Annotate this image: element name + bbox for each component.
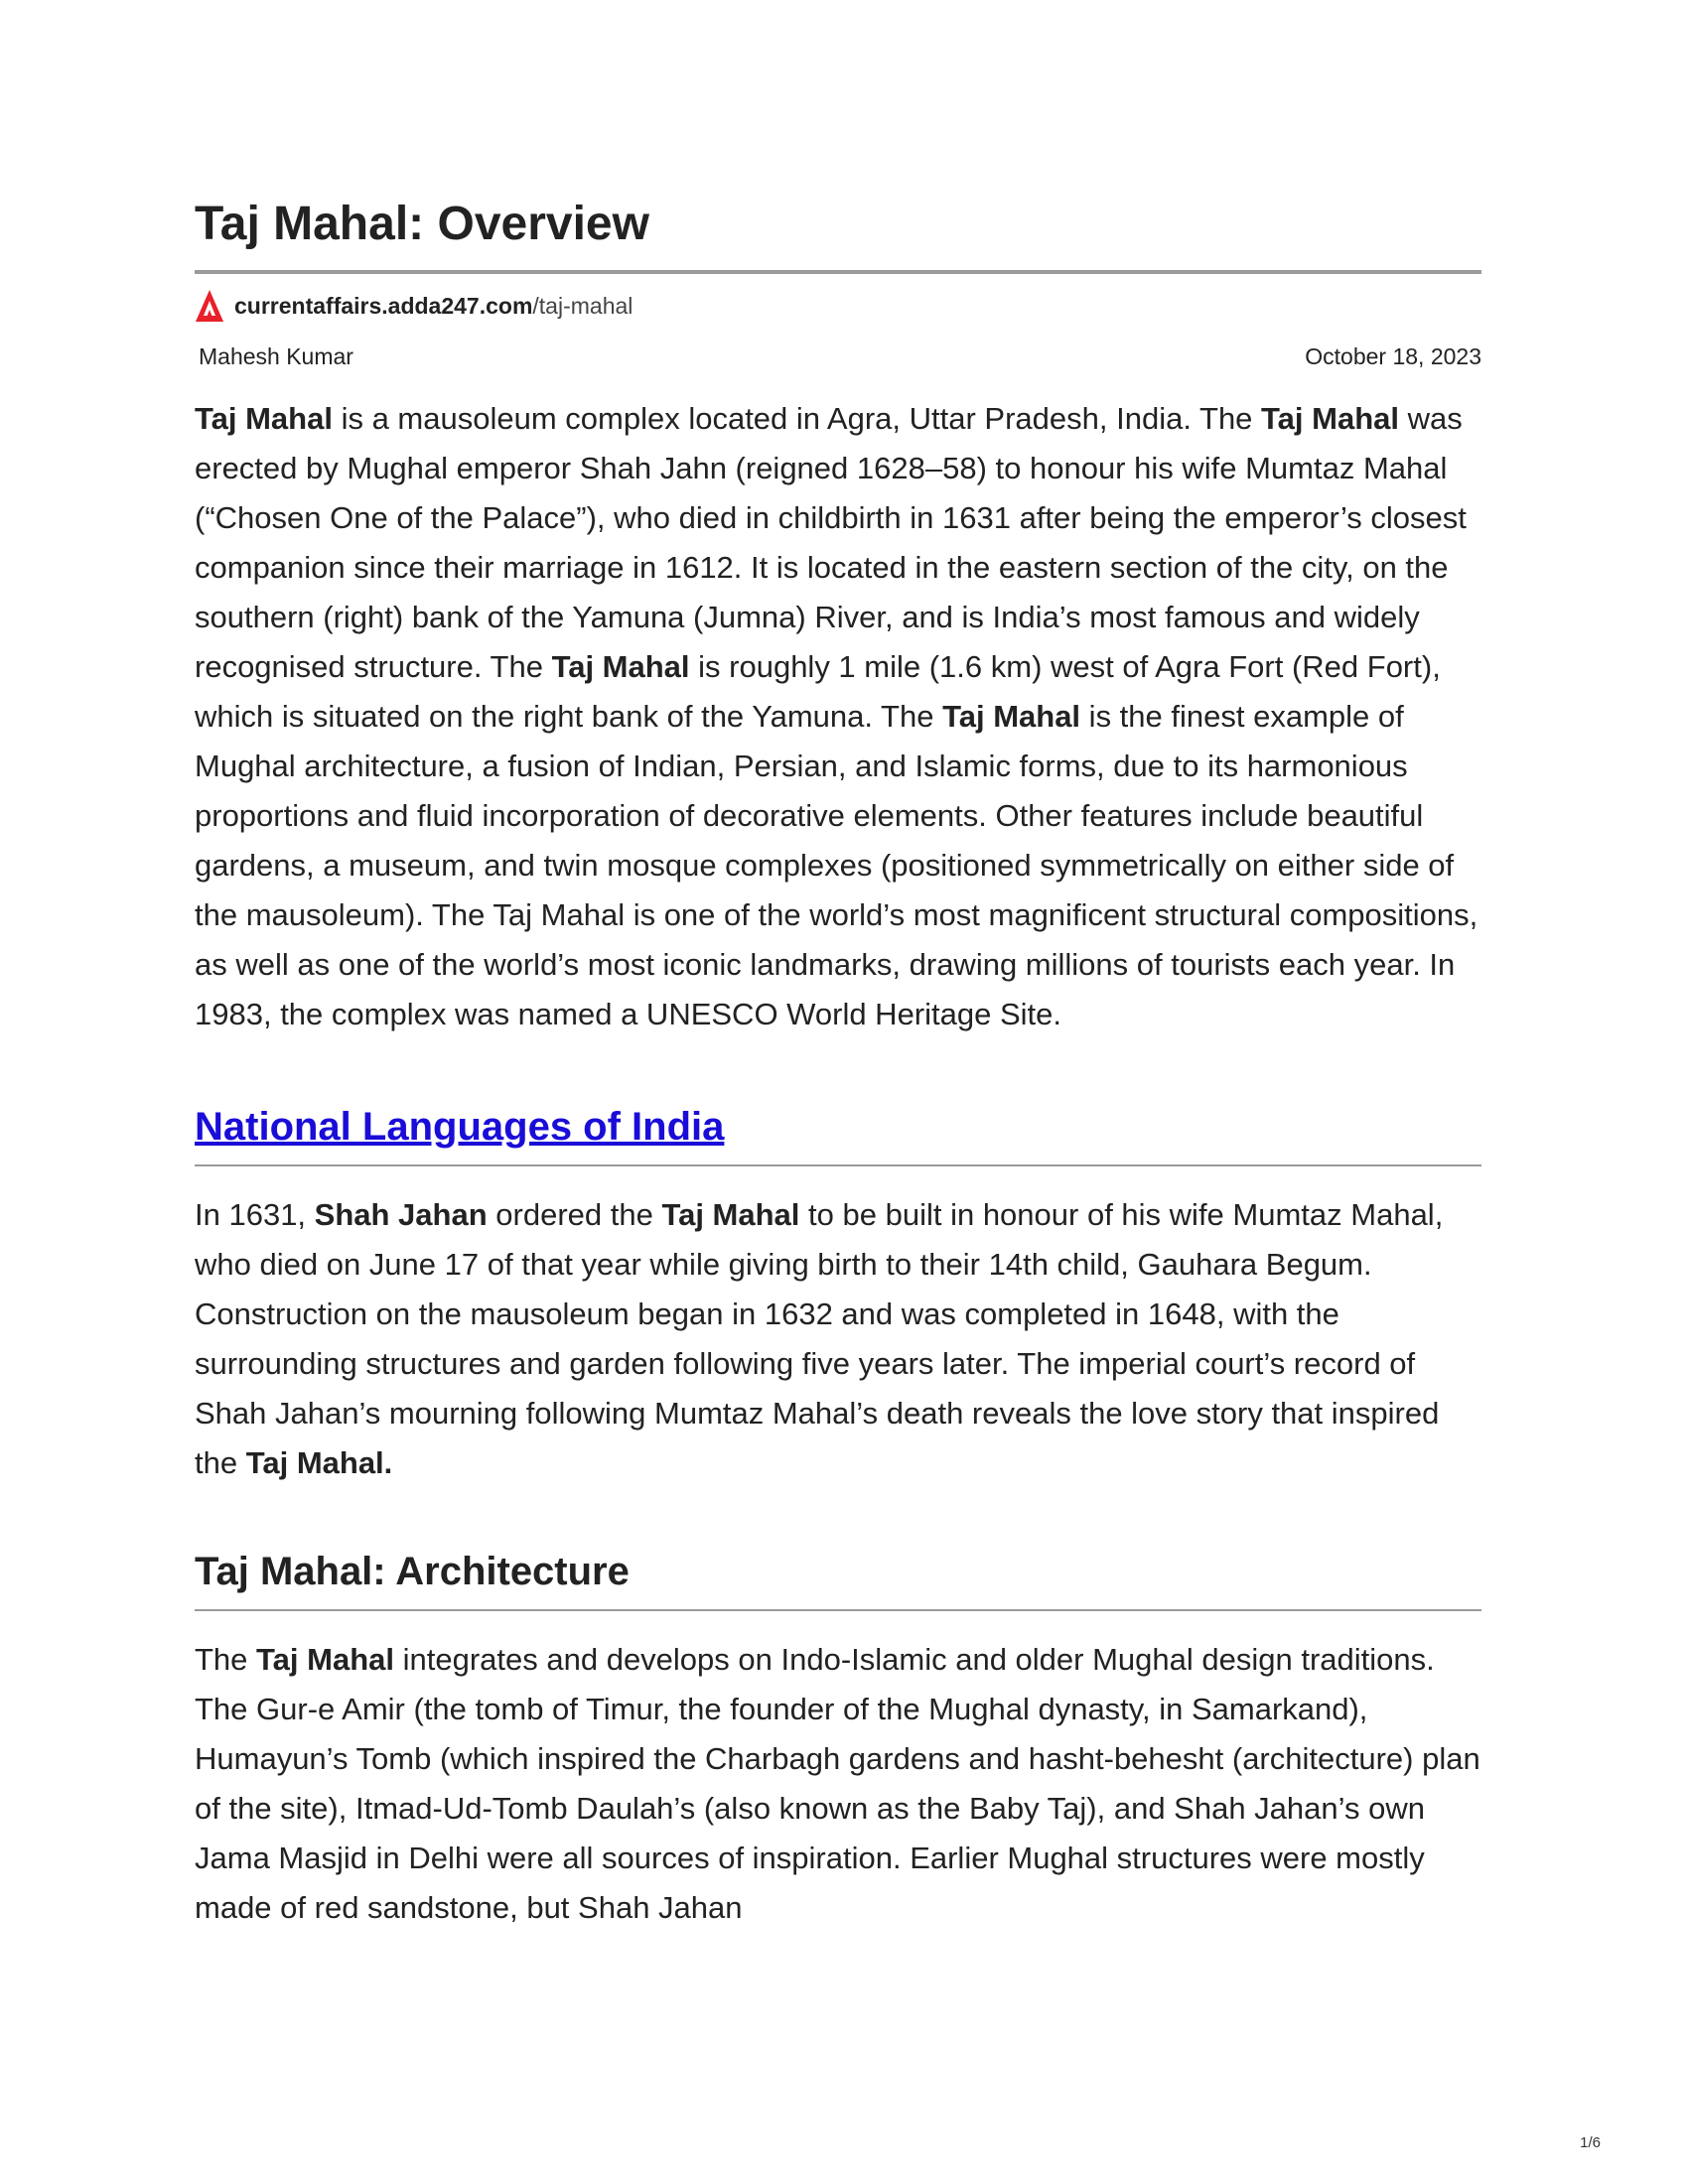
- title-divider: [195, 270, 1481, 274]
- bold-text: Taj Mahal: [195, 401, 333, 436]
- history-paragraph: [195, 1190, 1481, 1488]
- article-meta: [195, 343, 1481, 370]
- body-text: was erected by Mughal emperor Shah Jahn (reigned 1628–58) to honour his wife Mumtaz Mahal (“Chosen One of the Palace”), who died in childbirth in 1631 after being the emperor’s closest companion since their marriage in 1612. It is located in the eastern section of the city, on the southern (right) bank of the Yamuna (Jumna) River, and is India’s most famous and widely recognised structure. The: [195, 401, 1467, 684]
- adda247-logo-icon: [195, 289, 224, 323]
- body-text: ordered the: [487, 1197, 662, 1232]
- source-link[interactable]: [195, 288, 1481, 324]
- bold-text: Taj Mahal: [661, 1197, 800, 1232]
- architecture-heading: Taj Mahal: Architecture: [195, 1550, 630, 1593]
- bold-text: Shah Jahan: [314, 1197, 488, 1232]
- page-title: Taj Mahal: Overview: [195, 198, 649, 250]
- body-text: The: [195, 1642, 257, 1677]
- intro-paragraph: [195, 394, 1481, 1039]
- section-divider: [195, 1164, 1481, 1166]
- architecture-paragraph: [195, 1635, 1481, 1933]
- publish-date: October 18, 2023: [1305, 343, 1481, 369]
- document-page: [195, 195, 1481, 1933]
- source-domain: currentaffairs.adda247.com: [234, 292, 533, 319]
- body-text: integrates and develops on Indo-Islamic and older Mughal design traditions. The Gur-e Amir (the tomb of Timur, the founder of the Mughal dynasty, in Samarkand), Humayun’s Tomb (which inspired the Charbagh gardens and hasht-behesht (architecture) plan of the site), Itmad-Ud-Tomb Daulah’s (also known as the Baby Taj), and Shah Jahan’s own Jama Masjid in Delhi were all sources of inspiration. Earlier Mughal structures were mostly made of red sandstone, but Shah Jahan: [195, 1642, 1480, 1925]
- bold-text: Taj Mahal: [256, 1642, 394, 1677]
- body-text: is a mausoleum complex located in Agra, Uttar Pradesh, India. The: [332, 401, 1262, 436]
- body-text: is the finest example of Mughal architecture, a fusion of Indian, Persian, and Islamic forms, due to its harmonious proportions and fluid incorporation of decorative elements. Other features include beautiful gardens, a museum, and twin mosque complexes (positioned symmetrically on either side of the mausoleum). The Taj Mahal is one of the world’s most magnificent structural compositions, as well as one of the world’s most iconic landmarks, drawing millions of tourists each year. In 1983, the complex was named a UNESCO World Heritage Site.: [195, 699, 1478, 1031]
- page-number: 1/6: [1580, 2134, 1601, 2151]
- bold-text: Taj Mahal: [942, 699, 1081, 734]
- bold-text: Taj Mahal: [1261, 401, 1400, 436]
- body-text: to be built in honour of his wife Mumtaz Mahal, who died on June 17 of that year while giving birth to their 14th child, Gauhara Begum. Construction on the mausoleum began in 1632 and was completed in 1648, with the surrounding structures and garden following five years later. The imperial court’s record of Shah Jahan’s mourning following Mumtaz Mahal’s death reveals the love story that inspired the: [195, 1197, 1444, 1480]
- section-divider: [195, 1609, 1481, 1611]
- body-text: is roughly 1 mile (1.6 km) west of Agra Fort (Red Fort), which is situated on the right bank of the Yamuna. The: [195, 649, 1441, 734]
- bold-text: Taj Mahal.: [245, 1445, 393, 1480]
- source-path: /taj-mahal: [532, 292, 633, 319]
- body-text: In 1631,: [195, 1197, 315, 1232]
- national-languages-link[interactable]: National Languages of India: [195, 1105, 725, 1149]
- bold-text: Taj Mahal: [551, 649, 690, 684]
- author-name: Mahesh Kumar: [199, 343, 353, 369]
